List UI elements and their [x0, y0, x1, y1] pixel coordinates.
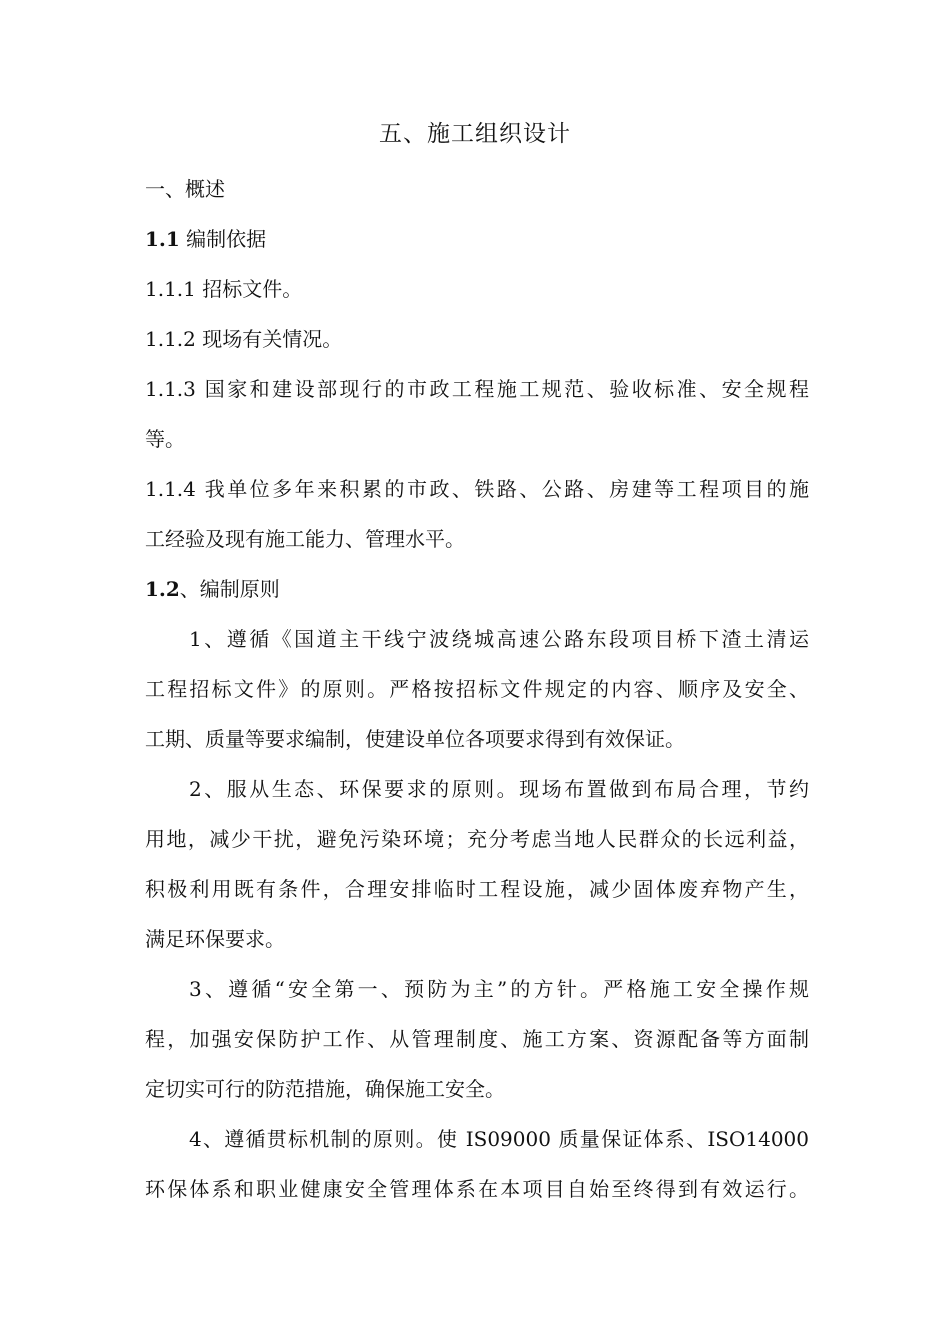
principle-2-line-4: 满足环保要求。: [145, 927, 285, 951]
section-1-2-number: 1.2: [145, 577, 180, 601]
item-1-1-1: 1.1.1 招标文件。: [145, 277, 303, 301]
principle-3-line-3: 定切实可行的防范措施，确保施工安全。: [145, 1077, 505, 1101]
page-title: 五、施工组织设计: [379, 121, 571, 147]
section-1-1-number: 1.1: [145, 227, 180, 251]
principle-1-line-1: 1、遵循《国道主干线宁波绕城高速公路东段项目桥下渣土清运: [189, 627, 809, 651]
item-1-1-4-line-2: 工经验及现有施工能力、管理水平。: [145, 527, 465, 551]
principle-2-line-3: 积极利用既有条件，合理安排临时工程设施，减少固体废弃物产生，: [145, 877, 809, 901]
principle-1-line-3: 工期、质量等要求编制，使建设单位各项要求得到有效保证。: [145, 727, 685, 751]
section-1-1-label: 编制依据: [186, 227, 267, 251]
principle-3-line-2: 程，加强安保防护工作、从管理制度、施工方案、资源配备等方面制: [145, 1027, 809, 1051]
overview-heading: 一、概述: [145, 177, 225, 201]
principle-2-line-2: 用地，减少干扰，避免污染环境；充分考虑当地人民群众的长远利益，: [145, 827, 809, 851]
section-1-1-heading: [145, 214, 809, 264]
item-1-1-3-line-1: 1.1.3 国家和建设部现行的市政工程施工规范、验收标准、安全规程: [145, 377, 809, 401]
document-body: [145, 164, 809, 1214]
principle-3-line-1: 3、遵循“安全第一、预防为主”的方针。严格施工安全操作规: [189, 977, 809, 1001]
principle-1-line-2: 工程招标文件》的原则。严格按招标文件规定的内容、顺序及安全、: [145, 677, 809, 701]
principle-2-line-1: 2、服从生态、环保要求的原则。现场布置做到布局合理，节约: [189, 777, 809, 801]
section-1-2-heading: [145, 564, 809, 614]
principle-4-line-1: 4、遵循贯标机制的原则。使 IS09000 质量保证体系、ISO14000: [189, 1127, 809, 1151]
principle-4-line-2: 环保体系和职业健康安全管理体系在本项目自始至终得到有效运行。: [145, 1177, 809, 1201]
item-1-1-4-line-1: 1.1.4 我单位多年来积累的市政、铁路、公路、房建等工程项目的施: [145, 477, 809, 501]
item-1-1-2: 1.1.2 现场有关情况。: [145, 327, 343, 351]
section-1-2-label: 、编制原则: [179, 577, 280, 601]
item-1-1-3-line-2: 等。: [145, 427, 185, 451]
